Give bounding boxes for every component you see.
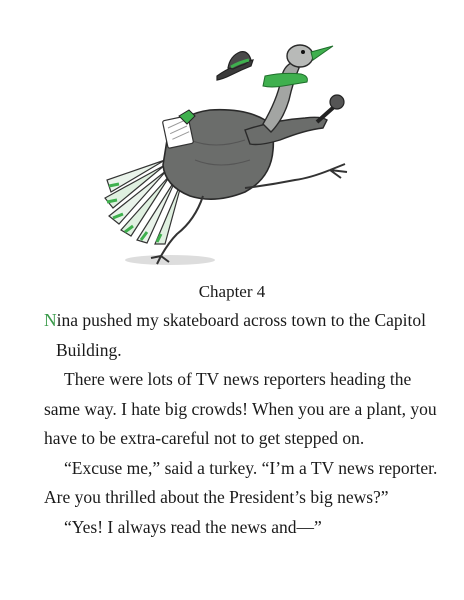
paragraph-4: “Yes! I always read the news and—” <box>64 516 322 537</box>
notepad-icon <box>162 110 195 148</box>
green-scarf <box>263 73 307 87</box>
microphone-icon <box>317 95 344 122</box>
turkey-head <box>287 45 313 67</box>
paragraph-3: “Excuse me,” said a turkey. “I’m a TV news reporter. Are you thrilled about the President’s big news?” <box>44 457 438 507</box>
story-text <box>44 306 444 542</box>
ground-shadow <box>125 255 215 265</box>
turkey-reporter-illustration <box>95 20 370 270</box>
paragraph-1-text: ina pushed my skateboard across town to the Capitol Building. <box>56 310 427 360</box>
paragraph-2: There were lots of TV news reporters heading the same way. I hate big crowds! When you are a plant, you have to be extra-careful not to get stepped on. <box>44 369 437 448</box>
chapter-title: Chapter 4 <box>198 282 266 301</box>
turkey-beak <box>311 46 333 60</box>
initial-letter: N <box>44 310 57 330</box>
hat-icon <box>217 52 253 80</box>
paragraph-1 <box>44 306 444 365</box>
